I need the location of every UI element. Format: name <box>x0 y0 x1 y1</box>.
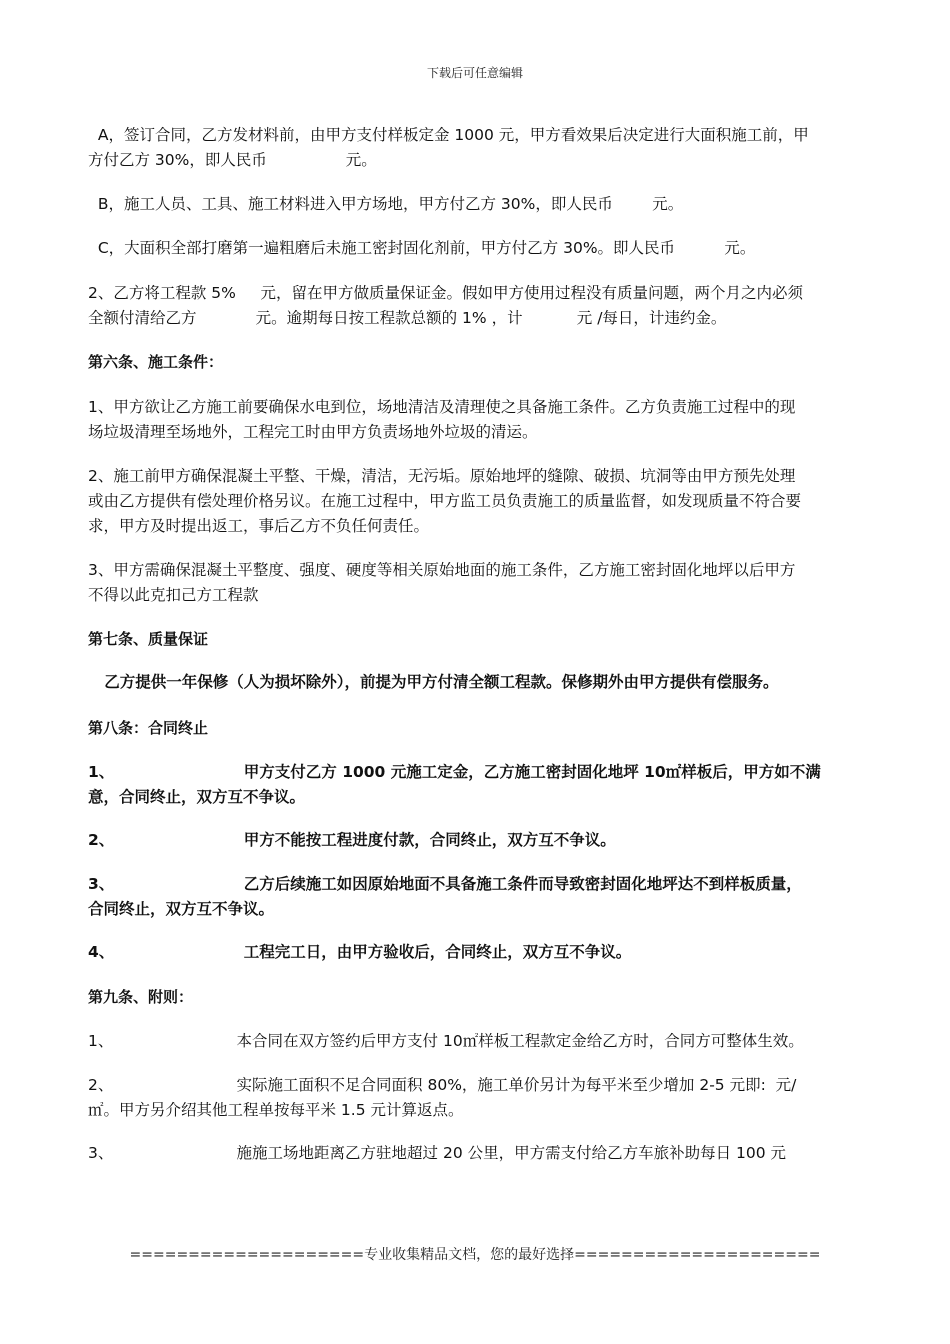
clause-2-line1: 2、乙方将工程款 5% 元，留在甲方做质量保证金。假如甲方使用过程没有质量问题，两个月之内必须 <box>88 284 804 302</box>
clause-2-line2: 全额付清给乙方 元。逾期每日按工程款总额的 1% ，计 元 /每日，计违约金。 <box>88 309 727 327</box>
section-7-heading: 第七条、质量保证 <box>88 630 209 648</box>
section-9-heading: 第九条、附则： <box>88 988 194 1006</box>
section-8-item2: 2、 甲方不能按工程进度付款，合同终止，双方互不争议。 <box>88 831 616 849</box>
clause-a-line1: A，签订合同，乙方发材料前，由甲方支付样板定金 1000 元，甲方看效果后决定进行大面积施工前，甲 <box>88 126 809 144</box>
section-6-item2-line3: 求，甲方及时提出返工，事后乙方不负任何责任。 <box>88 517 430 535</box>
clause-c: C，大面积全部打磨第一遍粗磨后未施工密封固化剂前，甲方付乙方 30%。即人民币 元。 <box>88 239 756 257</box>
section-8-item1-line1: 1、 甲方支付乙方 1000 元施工定金，乙方施工密封固化地坪 10㎡样板后，甲方如不满 <box>88 763 821 781</box>
section-6-item2-line1: 2、施工前甲方确保混凝土平整、干燥，清洁，无污垢。原始地坪的缝隙、破损、坑洞等由甲方预先处理 <box>88 467 796 485</box>
clause-b: B，施工人员、工具、施工材料进入甲方场地，甲方付乙方 30%，即人民币 元。 <box>88 195 684 213</box>
section-9-item2-line2: ㎡。甲方另介绍其他工程单按每平米 1.5 元计算返点。 <box>88 1101 464 1119</box>
clause-a-line2: 方付乙方 30%，即人民币 元。 <box>88 151 377 169</box>
section-6-item1-line1: 1、甲方欲让乙方施工前要确保水电到位，场地清洁及清理使之具备施工条件。乙方负责施工过程中的现 <box>88 398 796 416</box>
section-7-item1: 乙方提供一年保修（人为损坏除外），前提为甲方付清全额工程款。保修期外由甲方提供有偿服务。 <box>88 673 779 691</box>
page-header: 下载后可任意编辑 <box>426 66 523 80</box>
section-6-item2-line2: 或由乙方提供有偿处理价格另议。在施工过程中，甲方监工员负责施工的质量监督，如发现质量不符合要 <box>88 492 802 510</box>
section-8-heading: 第八条：合同终止 <box>88 719 209 737</box>
section-8-item1-line2: 意，合同终止，双方互不争议。 <box>88 788 306 806</box>
section-8-item3-line1: 3、 乙方后续施工如因原始地面不具备施工条件而导致密封固化地坪达不到样板质量， <box>88 875 802 893</box>
section-6-heading: 第六条、施工条件： <box>88 353 224 371</box>
section-9-item3: 3、 施施工场地距离乙方驻地超过 20 公里，甲方需支付给乙方车旅补助每日 100 元 <box>88 1144 787 1162</box>
section-9-item2-line1: 2、 实际施工面积不足合同面积 80%，施工单价另计为每平米至少增加 2-5 元即: 元/ <box>88 1076 797 1094</box>
section-8-item3-line2: 合同终止，双方互不争议。 <box>88 900 275 918</box>
section-6-item1-line2: 场垃圾清理至场地外，工程完工时由甲方负责场地外垃圾的清运。 <box>88 423 538 441</box>
page-footer: ====================专业收集精品文档，您的最好选择===================== <box>129 1247 821 1263</box>
section-6-item3-line2: 不得以此克扣己方工程款 <box>88 586 259 604</box>
section-9-item1: 1、 本合同在双方签约后甲方支付 10㎡样板工程款定金给乙方时，合同方可整体生效。 <box>88 1032 804 1050</box>
section-8-item4: 4、 工程完工日，由甲方验收后，合同终止，双方互不争议。 <box>88 943 632 961</box>
section-6-item3-line1: 3、甲方需确保混凝土平整度、强度、硬度等相关原始地面的施工条件，乙方施工密封固化地坪以后甲方 <box>88 561 796 579</box>
